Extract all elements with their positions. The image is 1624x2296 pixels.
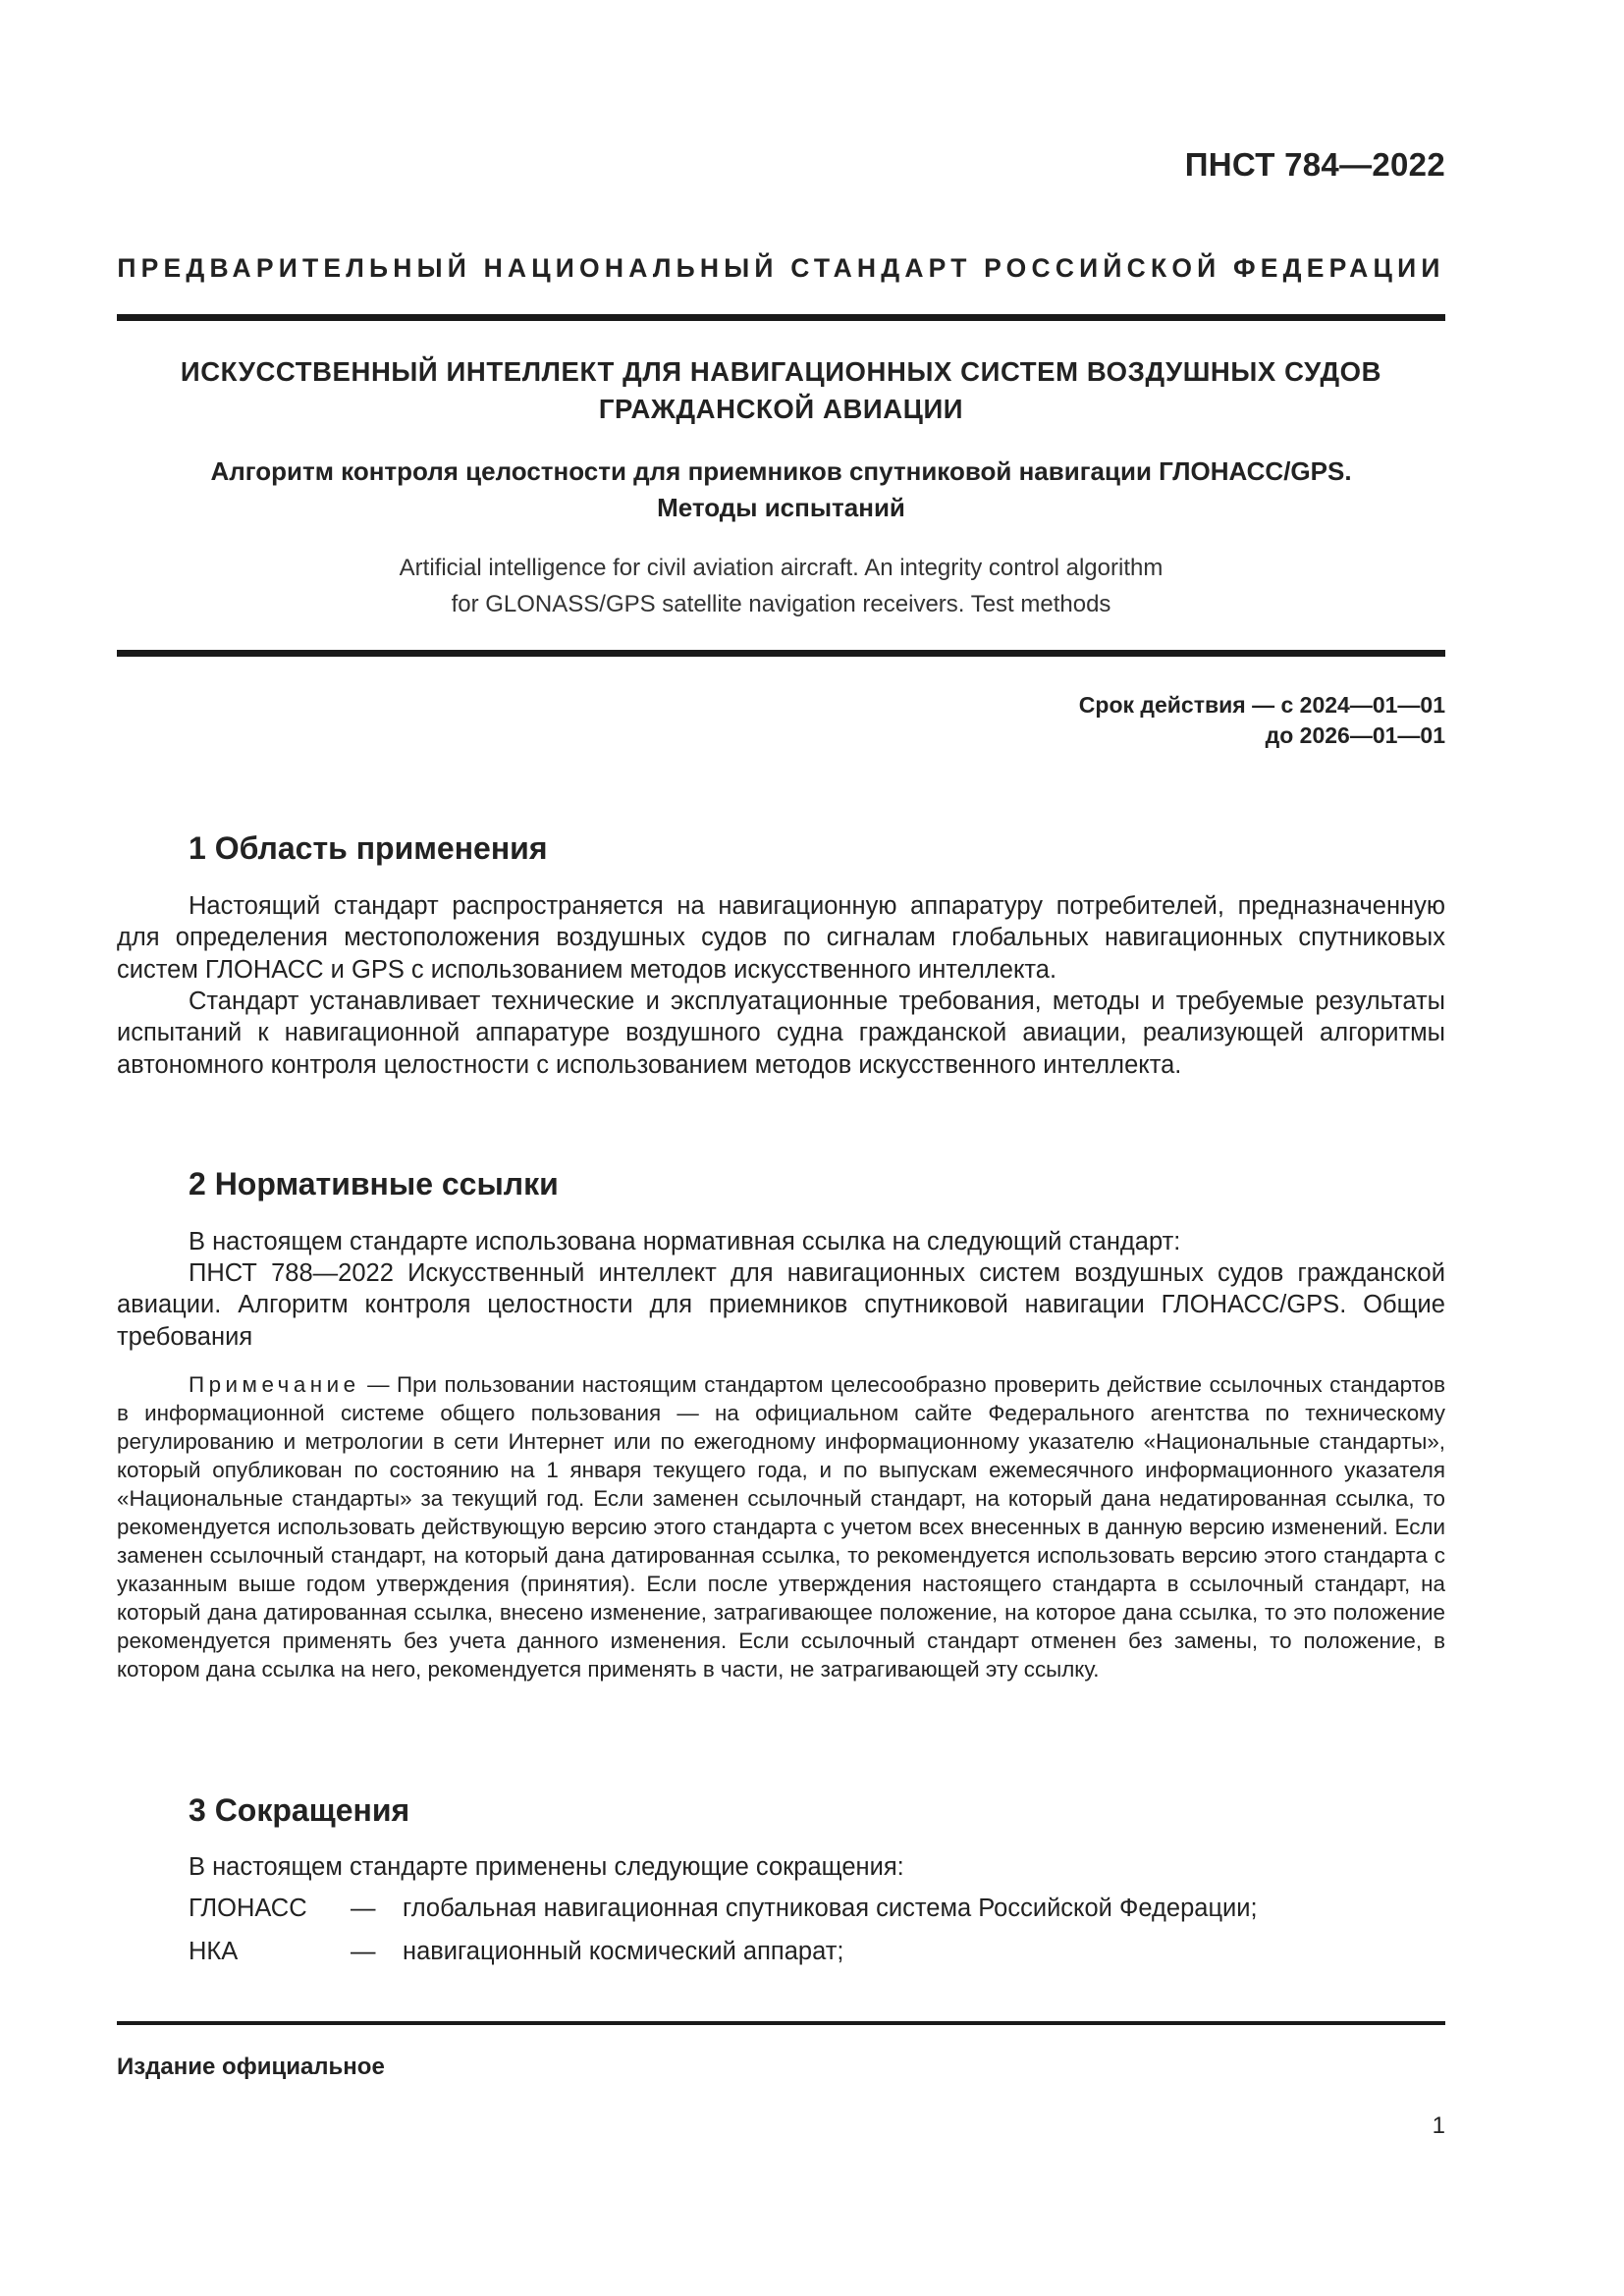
edition-label: Издание официальное	[117, 2054, 385, 2080]
validity-to: до 2026—01—01	[1265, 722, 1445, 748]
abbreviation-dash: —	[351, 1938, 376, 1965]
standard-kind: ПРЕДВАРИТЕЛЬНЫЙ НАЦИОНАЛЬНЫЙ СТАНДАРТ РОССИЙСКОЙ ФЕДЕРАЦИИ	[117, 253, 1445, 283]
validity-from: Срок действия — с 2024—01—01	[1078, 692, 1445, 718]
english-title-line-1: Artificial intelligence for civil aviation aircraft. An integrity control algorithm	[399, 555, 1164, 581]
section-2-paragraph-1: В настоящем стандарте использована нормативная ссылка на следующий стандарт:	[189, 1228, 1181, 1255]
section-2-note	[117, 1370, 1445, 1683]
title-bottom-rule	[117, 650, 1445, 657]
validity-period	[1079, 690, 1445, 751]
document-subtitle	[117, 454, 1445, 526]
note-text: — При пользовании настоящим стандартом целесообразно проверить действие ссылочных стандартов в информационной системе общего пользования — на официальном сайте Федерального агентства по техническому регулированию и метрологии в сети Интернет или по ежегодному информационному указателю «Национальные стандарты», который опубликован по состоянию на 1 января текущего года, и по выпускам ежемесячного информационного указателя «Национальные стандарты» за текущий год. Если заменен ссылочный стандарт, на который дана недатированная ссылка, то рекомендуется использовать действующую версию этого стандарта с учетом всех внесенных в данную версию изменений. Если заменен ссылочный стандарт, на который дана датированная ссылка, то рекомендуется использовать версию этого стандарта с указанным выше годом утверждения (принятия). Если после утверждения настоящего стандарта в ссылочный стандарт, на который дана датированная ссылка, внесено изменение, затрагивающее положение, на которое дана ссылка, то это положение рекомендуется применять без учета данного изменения. Если ссылочный стандарт отменен без замены, то положение, в котором дана ссылка на него, рекомендуется применять в части, не затрагивающей эту ссылку.	[117, 1372, 1445, 1682]
abbreviation-definition: глобальная навигационная спутниковая система Российской Федерации;	[403, 1895, 1258, 1922]
abbreviation-term: НКА	[189, 1938, 239, 1965]
top-rule	[117, 314, 1445, 321]
abbreviation-definition: навигационный космический аппарат;	[403, 1938, 844, 1965]
section-3-heading: 3 Сокращения	[189, 1792, 410, 1828]
subtitle-line-1: Алгоритм контроля целостности для приемников спутниковой навигации ГЛОНАСС/GPS.	[210, 456, 1352, 486]
section-1-paragraph-1: Настоящий стандарт распространяется на навигационную аппаратуру потребителей, предназначенную для определения местоположения воздушных судов по сигналам глобальных навигационных спутниковых систем ГЛОНАСС и GPS с использованием методов искусственного интеллекта.	[117, 892, 1445, 984]
section-1-heading: 1 Область применения	[189, 830, 548, 866]
section-2-heading: 2 Нормативные ссылки	[189, 1166, 559, 1201]
standard-code: ПНСТ 784—2022	[1184, 146, 1445, 183]
section-2-reference: ПНСТ 788—2022 Искусственный интеллект для навигационных систем воздушных судов гражданской авиации. Алгоритм контроля целостности для приемников спутниковой навигации ГЛОНАСС/GPS. Общие требования	[117, 1259, 1445, 1351]
page-number: 1	[1432, 2112, 1445, 2139]
subtitle-line-2: Методы испытаний	[657, 493, 905, 522]
title-line-1: ИСКУССТВЕННЫЙ ИНТЕЛЛЕКТ ДЛЯ НАВИГАЦИОННЫХ СИСТЕМ ВОЗДУШНЫХ СУДОВ	[180, 356, 1382, 387]
section-3-intro: В настоящем стандарте применены следующие сокращения:	[189, 1853, 904, 1881]
document-title	[117, 353, 1445, 428]
english-title	[117, 550, 1445, 622]
abbreviation-dash: —	[351, 1895, 376, 1922]
footer-rule	[117, 2021, 1445, 2025]
title-line-2: ГРАЖДАНСКОЙ АВИАЦИИ	[598, 394, 964, 424]
section-1-paragraph-2: Стандарт устанавливает технические и эксплуатационные требования, методы и требуемые результаты испытаний к навигационной аппаратуре воздушного судна гражданской авиации, реализующей алгоритмы автономного контроля целостности с использованием методов искусственного интеллекта.	[117, 988, 1445, 1079]
abbreviation-term: ГЛОНАСС	[189, 1895, 307, 1922]
english-title-line-2: for GLONASS/GPS satellite navigation receivers. Test methods	[451, 591, 1111, 617]
note-label: Примечание	[189, 1372, 360, 1397]
